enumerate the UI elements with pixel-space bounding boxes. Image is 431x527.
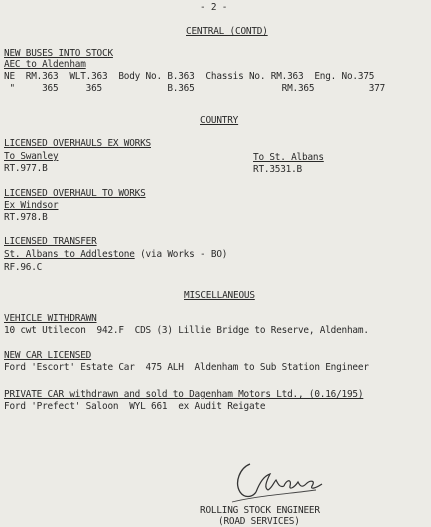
overhauls-ex-works-right-sub: To St. Albans (253, 152, 324, 163)
overhauls-ex-works-title: LICENSED OVERHAULS EX WORKS (4, 138, 151, 149)
misc-heading: MISCELLANEOUS (184, 290, 255, 301)
overhauls-ex-works-left-value: RT.977.B (4, 163, 48, 174)
page-number: - 2 - (200, 2, 228, 13)
private-car-title: PRIVATE CAR withdrawn and sold to Dagenham Motors Ltd., (0.16/195) (4, 389, 364, 400)
overhaul-to-works-title: LICENSED OVERHAUL TO WORKS (4, 188, 146, 199)
transfer-title: LICENSED TRANSFER (4, 236, 97, 247)
transfer-sub-line (4, 249, 227, 260)
vehicle-withdrawn-title: VEHICLE WITHDRAWN (4, 313, 97, 324)
transfer-sub: St. Albans to Addlestone (4, 249, 135, 260)
new-buses-subtitle: AEC to Aldenham (4, 59, 86, 70)
new-buses-row-1: NE RM.363 WLT.363 Body No. B.363 Chassis No. RM.363 Eng. No.375 (4, 71, 375, 82)
new-buses-title: NEW BUSES INTO STOCK (4, 48, 113, 59)
new-buses-row-2: " 365 365 B.365 RM.365 377 (4, 83, 386, 94)
signature-title-line-2: (ROAD SERVICES) (218, 516, 300, 527)
overhaul-to-works-sub: Ex Windsor (4, 200, 59, 211)
new-car-title: NEW CAR LICENSED (4, 350, 92, 361)
country-heading: COUNTRY (200, 115, 239, 126)
private-car-text: Ford 'Prefect' Saloon WYL 661 ex Audit Reigate (4, 401, 266, 412)
transfer-sub-suffix: (via Works - BO) (134, 249, 228, 260)
overhaul-to-works-value: RT.978.B (4, 212, 48, 223)
transfer-value: RF.96.C (4, 262, 43, 273)
signature-title-line-1: ROLLING STOCK ENGINEER (200, 505, 320, 516)
central-heading: CENTRAL (CONTD) (186, 26, 268, 37)
overhauls-ex-works-left-sub: To Swanley (4, 151, 59, 162)
new-car-text: Ford 'Escort' Estate Car 475 ALH Aldenham to Sub Station Engineer (4, 362, 369, 373)
overhauls-ex-works-right-value: RT.3531.B (253, 164, 302, 175)
vehicle-withdrawn-text: 10 cwt Utilecon 942.F CDS (3) Lillie Bridge to Reserve, Aldenham. (4, 325, 369, 336)
signature-image (226, 458, 326, 508)
